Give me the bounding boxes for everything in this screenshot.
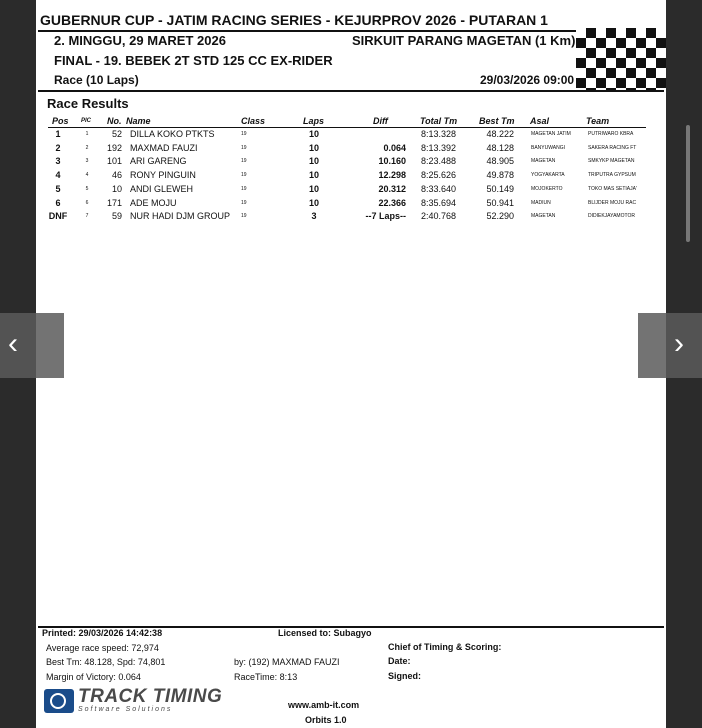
license-holder: Licensed to: Subagyo bbox=[278, 628, 372, 638]
cell-name: NUR HADI DJM GROUP bbox=[130, 211, 231, 222]
cell-total: 8:35.694 bbox=[420, 197, 456, 208]
cell-diff: 20.312 bbox=[378, 183, 406, 194]
cell-name: DILLA KOKO PTKTS bbox=[130, 129, 215, 139]
cell-team: BLIJDER MOJU RAC bbox=[588, 199, 637, 206]
cell-team: PUTRIWARO KBRA bbox=[588, 131, 634, 137]
cell-class: 19 bbox=[241, 131, 247, 137]
cell-laps: 10 bbox=[308, 197, 319, 208]
cell-laps: 10 bbox=[308, 170, 319, 181]
cell-asal: MAGETAN bbox=[531, 158, 556, 165]
cell-class: 19 bbox=[241, 213, 247, 220]
cell-total: 8:23.488 bbox=[420, 156, 456, 167]
cell-best: 48.905 bbox=[486, 156, 514, 167]
cell-pic: 6 bbox=[85, 199, 89, 206]
logo-subtitle: Software Solutions bbox=[78, 706, 173, 713]
col-diff: Diff bbox=[373, 116, 388, 126]
cell-diff: --7 Laps-- bbox=[365, 211, 406, 222]
cell-asal: YOGYAKARTA bbox=[531, 172, 565, 179]
cell-no: 192 bbox=[106, 142, 122, 153]
header-rule bbox=[38, 30, 664, 32]
cell-pos: 1 bbox=[55, 129, 61, 139]
chevron-left-icon: ‹ bbox=[8, 327, 18, 360]
cell-no: 46 bbox=[111, 170, 122, 181]
table-row bbox=[36, 197, 666, 210]
cell-class: 19 bbox=[241, 199, 247, 206]
cell-best: 48.222 bbox=[486, 129, 514, 139]
margin-of-victory: Margin of Victory: 0.064 bbox=[46, 672, 141, 682]
track-timing-logo bbox=[44, 688, 222, 713]
chevron-right-icon: › bbox=[674, 327, 684, 360]
cell-no: 59 bbox=[111, 211, 122, 222]
cell-no: 52 bbox=[111, 129, 122, 139]
race-datetime: 29/03/2026 09:00 bbox=[480, 73, 575, 87]
cell-total: 8:25.626 bbox=[420, 170, 456, 181]
cell-team: DIDIEKJAYAMOTOR bbox=[588, 213, 635, 220]
printed-timestamp: Printed: 29/03/2026 14:42:38 bbox=[42, 628, 163, 638]
cell-laps: 10 bbox=[308, 156, 319, 167]
cell-pos: 5 bbox=[55, 183, 61, 194]
table-row bbox=[36, 155, 666, 168]
cell-laps: 10 bbox=[308, 183, 319, 194]
table-row bbox=[36, 142, 666, 155]
cell-class: 19 bbox=[241, 144, 247, 151]
cell-total: 8:13.392 bbox=[420, 142, 456, 153]
cell-laps: 3 bbox=[311, 211, 317, 222]
next-page-button[interactable] bbox=[638, 313, 702, 378]
cell-total: 2:40.768 bbox=[420, 211, 456, 222]
best-lap-by: by: (192) MAXMAD FAUZI bbox=[234, 657, 340, 667]
cell-best: 52.290 bbox=[486, 211, 514, 222]
table-row bbox=[36, 128, 666, 141]
cell-no: 10 bbox=[111, 183, 122, 194]
cell-name: RONY PINGUIN bbox=[130, 170, 196, 181]
cell-diff: 10.160 bbox=[378, 156, 406, 167]
cell-pic: 5 bbox=[85, 185, 89, 192]
cell-pic: 4 bbox=[85, 172, 89, 179]
cell-pic: 2 bbox=[85, 144, 89, 151]
table-row bbox=[36, 169, 666, 182]
cell-best: 49.878 bbox=[486, 170, 514, 181]
cell-diff: 0.064 bbox=[383, 142, 406, 153]
website-link[interactable]: www.amb-it.com bbox=[288, 700, 360, 710]
software-version: Orbits 1.0 bbox=[305, 715, 347, 725]
col-team: Team bbox=[586, 116, 610, 126]
header-bottom-rule bbox=[38, 90, 664, 92]
average-speed: Average race speed: 72,974 bbox=[46, 643, 159, 653]
cell-pos: DNF bbox=[48, 211, 68, 222]
cell-asal: MAGETAN bbox=[531, 213, 556, 220]
cell-class: 19 bbox=[241, 158, 247, 165]
circuit-name: SIRKUIT PARANG MAGETAN (1 Km) bbox=[352, 33, 576, 48]
cell-laps: 10 bbox=[308, 129, 319, 139]
col-pos: Pos bbox=[52, 116, 69, 126]
cell-pos: 4 bbox=[55, 170, 61, 181]
cell-name: ARI GARENG bbox=[130, 156, 187, 167]
cell-pos: 6 bbox=[55, 197, 61, 208]
cell-team: TRIPUTRA GYPSUM bbox=[588, 172, 636, 179]
cell-no: 171 bbox=[106, 197, 122, 208]
cell-pos: 2 bbox=[55, 142, 61, 153]
cell-name: ADE MOJU bbox=[130, 197, 177, 208]
col-no: No. bbox=[107, 116, 122, 126]
previous-page-button[interactable] bbox=[0, 313, 64, 378]
cell-best: 50.941 bbox=[486, 197, 514, 208]
col-best: Best Tm bbox=[479, 116, 515, 126]
cell-team: SAKERA RACING FT bbox=[588, 144, 637, 151]
cell-total: 8:13.328 bbox=[420, 129, 456, 139]
col-total: Total Tm bbox=[420, 116, 458, 126]
chief-of-timing: Chief of Timing & Scoring: bbox=[388, 642, 502, 652]
cell-team: TOKO MAS SETIAJA' bbox=[588, 185, 637, 192]
col-laps: Laps bbox=[303, 116, 325, 126]
col-name: Name bbox=[126, 116, 151, 126]
date-label: Date: bbox=[388, 656, 411, 666]
col-class: Class bbox=[241, 116, 266, 126]
cell-diff: 12.298 bbox=[378, 170, 406, 181]
best-lap: Best Tm: 48.128, Spd: 74,801 bbox=[46, 657, 166, 667]
cell-pic: 7 bbox=[85, 213, 89, 220]
table-row bbox=[36, 210, 666, 223]
cell-name: ANDI GLEWEH bbox=[130, 183, 194, 194]
cell-class: 19 bbox=[241, 172, 247, 179]
col-pic: PIC bbox=[81, 118, 92, 124]
results-page bbox=[36, 0, 666, 728]
cell-asal: MADIUN bbox=[531, 199, 551, 206]
cell-class: 19 bbox=[241, 185, 247, 192]
race-date: 2. MINGGU, 29 MARET 2026 bbox=[54, 33, 226, 48]
checkered-flag-icon bbox=[576, 28, 666, 90]
race-time: RaceTime: 8:13 bbox=[234, 672, 298, 682]
race-class: FINAL - 19. BEBEK 2T STD 125 CC EX-RIDER bbox=[54, 53, 333, 68]
cell-best: 50.149 bbox=[486, 183, 514, 194]
race-laps: Race (10 Laps) bbox=[54, 73, 139, 87]
cell-best: 48.128 bbox=[486, 142, 514, 153]
col-asal: Asal bbox=[530, 116, 550, 126]
cell-asal: BANYUWANGI bbox=[531, 144, 565, 151]
cell-laps: 10 bbox=[308, 142, 319, 153]
cell-asal: MAGETAN JATIM bbox=[531, 131, 571, 137]
event-title: GUBERNUR CUP - JATIM RACING SERIES - KEJURPROV 2026 - PUTARAN 1 bbox=[40, 12, 548, 28]
cell-total: 8:33.640 bbox=[420, 183, 456, 194]
cell-name: MAXMAD FAUZI bbox=[130, 142, 198, 153]
cell-no: 101 bbox=[106, 156, 122, 167]
cell-diff: 22.366 bbox=[378, 197, 406, 208]
stopwatch-icon bbox=[44, 689, 74, 713]
cell-pic: 1 bbox=[85, 131, 89, 137]
cell-asal: MOJOKERTO bbox=[531, 185, 563, 192]
cell-pos: 3 bbox=[55, 156, 61, 167]
logo-title: TRACK TIMING bbox=[78, 686, 223, 707]
table-row bbox=[36, 183, 666, 196]
cell-team: SMKYKP MAGETAN bbox=[588, 158, 635, 165]
scrollbar-thumb[interactable] bbox=[686, 125, 690, 242]
signed-label: Signed: bbox=[388, 671, 421, 681]
section-title: Race Results bbox=[47, 96, 129, 111]
cell-pic: 3 bbox=[85, 158, 89, 165]
